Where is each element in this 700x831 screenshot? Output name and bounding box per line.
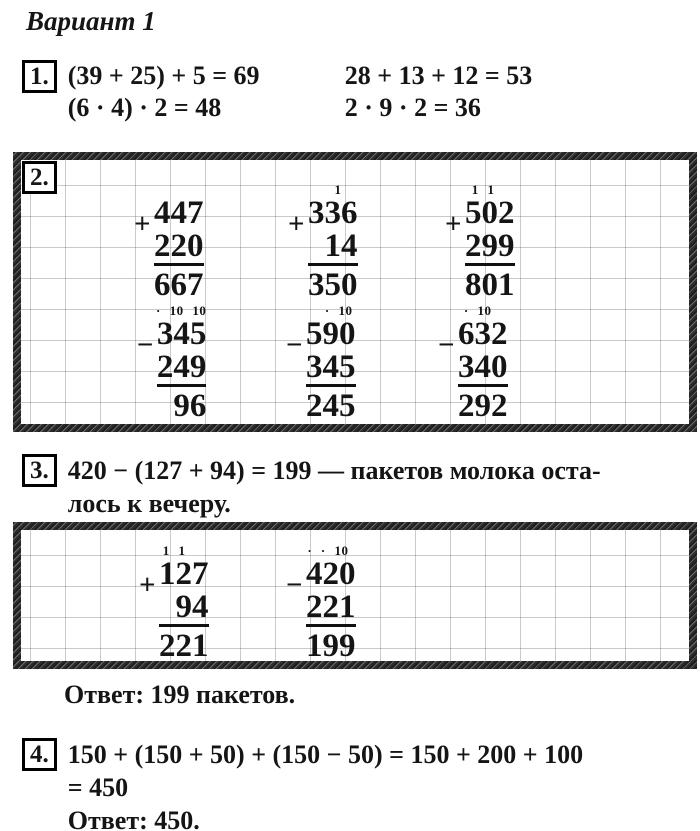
operator-sign: − (286, 569, 303, 601)
carry-marks: · 10 10 (156, 303, 207, 318)
problem-4-label: 4. (22, 738, 57, 771)
carry-marks: 1 1 (162, 543, 186, 558)
equation: (39 + 25) + 5 = 69 (67, 61, 260, 90)
column-operation-sub-3 (438, 303, 508, 424)
top-operand: 632 (458, 316, 508, 352)
carry-marks: 1 1 (471, 182, 495, 197)
problem-1-label: 1. (22, 60, 57, 93)
problem-2-label: 2. (22, 161, 57, 194)
workbox-problem-2 (13, 152, 697, 432)
column-operation-add-1 (134, 182, 204, 303)
top-operand: 127 (159, 556, 209, 592)
result-value: 292 (458, 388, 508, 424)
problem-3-text (68, 454, 601, 520)
problem-3-line-1: 420 − (127 + 94) = 199 — пакетов молока оста- (67, 456, 601, 485)
top-operand: 590 (306, 316, 356, 352)
top-operand: 345 (156, 316, 207, 352)
bottom-operand: 94 (159, 591, 209, 627)
result-value: 221 (159, 628, 209, 664)
bottom-operand: 14 (308, 230, 358, 266)
bottom-operand: 340 (458, 349, 508, 385)
operator-sign: − (438, 329, 455, 361)
column-operation-add-2 (288, 182, 358, 303)
equation: 2 · 9 · 2 = 36 (344, 93, 481, 122)
operator-sign: + (445, 208, 462, 240)
problem-1-equations (68, 60, 532, 124)
column-operation-add-127 (139, 543, 209, 664)
bottom-operand: 345 (306, 349, 356, 385)
workbox-problem-3 (13, 522, 697, 669)
column-operation-sub-2 (286, 303, 356, 424)
equation: (6 · 4) · 2 = 48 (67, 93, 222, 122)
column-operation-sub-420 (286, 543, 356, 664)
carry-marks: · · 10 (307, 543, 349, 558)
equation: 28 + 13 + 12 = 53 (344, 61, 533, 90)
problem-3-answer: Ответ: 199 пакетов. (64, 680, 296, 709)
bottom-operand: 221 (306, 589, 356, 625)
bottom-operand: 299 (465, 228, 515, 264)
top-operand: 420 (306, 556, 356, 592)
column-operation-sub-1 (136, 303, 207, 424)
result-value: 96 (173, 388, 207, 424)
page-title: Вариант 1 (26, 6, 156, 36)
result-value: 245 (306, 388, 356, 424)
top-operand: 336 (308, 195, 358, 231)
problem-4 (22, 738, 700, 831)
bottom-operand: 220 (154, 228, 204, 264)
bottom-operand: 249 (156, 349, 207, 385)
carry-marks: · 10 (324, 303, 353, 318)
operator-sign: − (286, 329, 303, 361)
operator-sign: + (288, 208, 305, 240)
problem-1 (22, 60, 700, 124)
carry-marks: · 10 (463, 303, 492, 318)
problem-4-text (68, 738, 583, 831)
result-value: 199 (306, 628, 356, 664)
column-operation-add-3 (445, 182, 515, 303)
result-value: 667 (154, 267, 204, 303)
problem-4-line-1: 150 + (150 + 50) + (150 − 50) = 150 + 200 + 100 (67, 740, 584, 769)
problem-4-line-2: = 450 (67, 773, 129, 802)
top-operand: 447 (154, 195, 204, 231)
result-value: 801 (465, 267, 515, 303)
problem-4-answer: Ответ: 450. (67, 806, 200, 831)
problem-3 (22, 454, 700, 520)
top-operand: 502 (465, 195, 515, 231)
problem-3-line-2: лось к вечеру. (67, 489, 231, 518)
problem-3-label: 3. (22, 454, 57, 487)
operator-sign: − (136, 329, 154, 361)
carry-marks: 1 (334, 182, 342, 197)
result-value: 350 (308, 267, 358, 303)
operator-sign: + (139, 569, 156, 601)
operator-sign: + (134, 208, 151, 240)
